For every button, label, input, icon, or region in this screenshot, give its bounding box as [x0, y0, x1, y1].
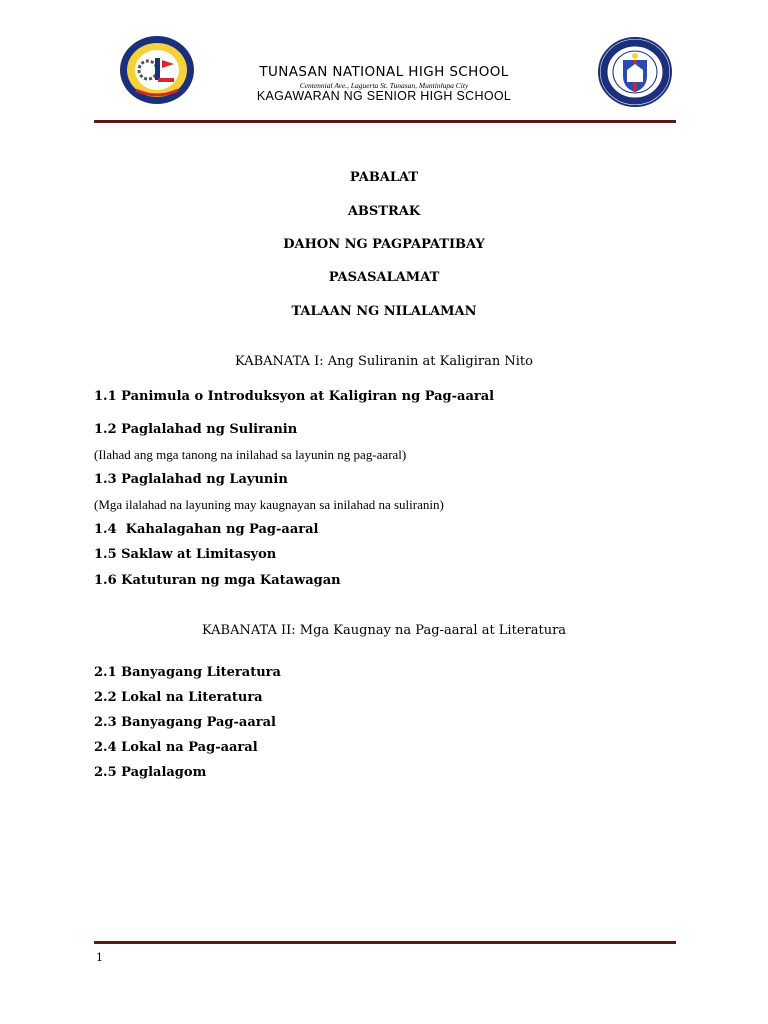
school-address: Centennial Ave., Laguerta St. Tunasan, Muntinlupa City [299, 81, 469, 90]
toc-note-1-2: (Ilahad ang mga tanong na inilahad sa layunin ng pag-aaral) [94, 447, 407, 462]
page-number: 1 [96, 951, 103, 964]
school-name: TUNASAN NATIONAL HIGH SCHOOL [259, 64, 509, 80]
chapter-2-title: KABANATA II: Mga Kaugnay na Pag-aaral at Literatura [201, 623, 567, 638]
deped-seal-logo [597, 36, 673, 108]
toc-item-1-1: 1.1 Panimula o Introduksyon at Kaligiran ng Pag-aaral [94, 389, 495, 404]
heading-pabalat: PABALAT [349, 170, 419, 185]
toc-item-1-5: 1.5 Saklaw at Limitasyon [94, 547, 277, 562]
toc-item-1-4: 1.4 Kahalagahan ng Pag-aaral [94, 522, 319, 537]
toc-note-1-3: (Mga ilalahad na layuning may kaugnayan sa inilahad na suliranin) [94, 497, 444, 512]
school-department: KAGAWARAN NG SENIOR HIGH SCHOOL [256, 89, 512, 103]
footer-divider [94, 941, 676, 944]
toc-item-1-2: 1.2 Paglalahad ng Suliranin [94, 422, 298, 437]
header-divider [94, 120, 676, 123]
toc-item-1-3: 1.3 Paglalahad ng Layunin [94, 472, 288, 487]
toc-item-2-1: 2.1 Banyagang Literatura [94, 665, 281, 680]
toc-item-2-4: 2.4 Lokal na Pag-aaral [94, 740, 258, 755]
toc-item-2-5: 2.5 Paglalagom [94, 765, 207, 780]
chapter-1-title: KABANATA I: Ang Suliranin at Kaligiran Nito [235, 354, 533, 369]
heading-abstrak: ABSTRAK [347, 204, 421, 219]
heading-dahon-ng-pagpapatibay: DAHON NG PAGPAPATIBAY [283, 237, 485, 252]
heading-pasasalamat: PASASALAMAT [328, 270, 440, 285]
school-seal-logo [118, 34, 196, 106]
toc-item-1-6: 1.6 Katuturan ng mga Katawagan [94, 573, 341, 588]
toc-item-2-3: 2.3 Banyagang Pag-aaral [94, 715, 276, 730]
heading-talaan-ng-nilalaman: TALAAN NG NILALAMAN [291, 304, 477, 319]
toc-item-2-2: 2.2 Lokal na Literatura [94, 690, 263, 705]
